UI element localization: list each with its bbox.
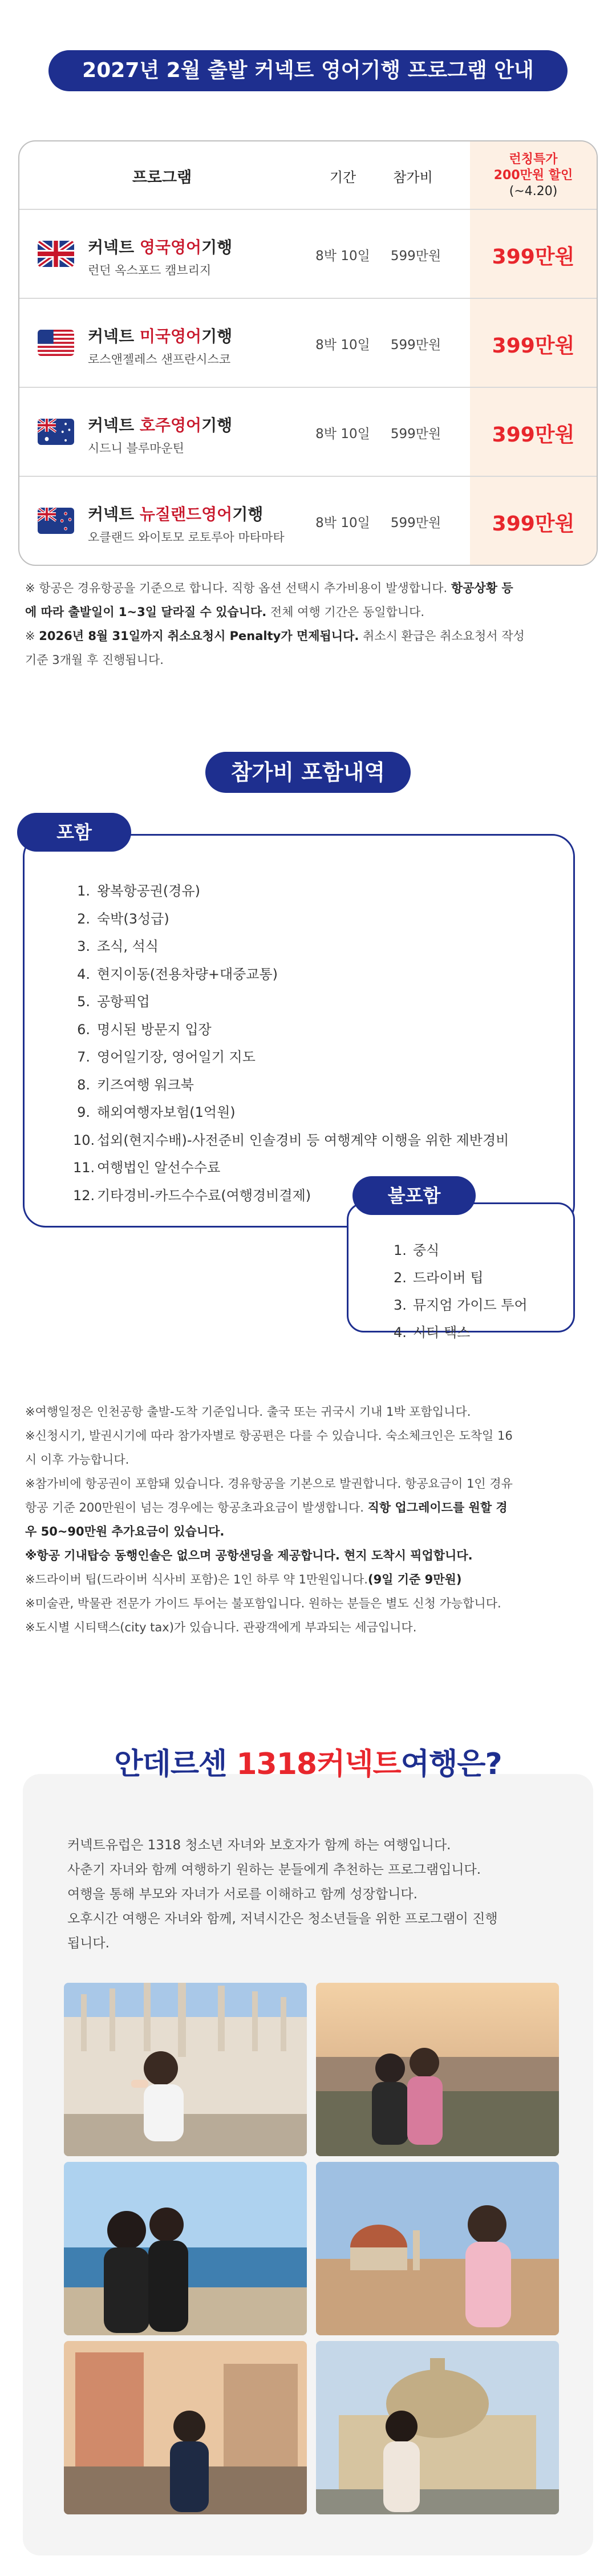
include-section-title: 참가비 포함내역 <box>205 752 411 793</box>
list-item: 5. 공항픽업 <box>77 994 150 1010</box>
promo-label: 런칭특가 <box>509 152 558 167</box>
program-fee: 599만원 <box>390 516 441 530</box>
program-cities: 오클랜드 와이토모 로토루아 마타마타 <box>88 530 285 544</box>
exclude-tag: 불포함 <box>352 1176 476 1215</box>
intro-text: 커넥트유럽은 1318 청소년 자녀와 보호자가 함께 하는 여행입니다. 사춘기 자녀와 함께 여행하기 원하는 분들에게 추천하는 프로그램입니다. 여행을 통해 부모와 자녀가 서로를 이해하고 함께 성장합니다. 오후시간 여행은 자녀와 함께, 저녁시간은 청소년들을 위한 프로그램이 진행 됩니다. <box>67 1838 498 1951</box>
program-period: 8박 10일 <box>315 516 370 530</box>
list-item: 2. 숙박(3성급) <box>77 910 169 927</box>
promo-discount: 200만원 할인 <box>493 168 573 183</box>
program-promo-price: 399만원 <box>492 512 575 536</box>
note-line: 항공 기준 200만원이 넘는 경우에는 항공초과요금이 발생합니다. 직항 업그레이드를 원할 경 <box>25 1501 508 1514</box>
list-item: 3. 뮤지엄 가이드 투어 <box>394 1297 528 1313</box>
table-row <box>19 210 597 299</box>
table-row <box>19 477 597 566</box>
list-item: 1. 중식 <box>394 1242 440 1258</box>
list-item: 1. 왕복항공권(경유) <box>77 883 201 899</box>
table-notes <box>25 576 595 672</box>
exclude-list <box>394 1237 528 1346</box>
program-table <box>18 140 598 566</box>
program-name: 커넥트 뉴질랜드영어기행 <box>88 505 264 524</box>
header-program: 프로그램 <box>132 168 192 187</box>
us-flag-icon <box>38 330 74 356</box>
list-item: 3. 조식, 석식 <box>77 938 159 954</box>
list-item: 6. 명시된 방문지 입장 <box>77 1021 212 1038</box>
table-row <box>19 388 597 477</box>
program-cities: 시드니 블루마운틴 <box>88 442 184 455</box>
photo-seaside <box>64 2162 307 2335</box>
note-line: ※ 항공은 경유항공을 기준으로 합니다. 직항 옵션 선택시 추가비용이 발생합니다. 항공상황 등 <box>25 581 513 595</box>
note-line: ※여행일정은 인천공항 출발-도착 기준입니다. 출국 또는 귀국시 기내 1박 포함입니다. <box>25 1405 471 1419</box>
include-tag: 포함 <box>17 813 131 852</box>
program-period: 8박 10일 <box>315 427 370 442</box>
table-header <box>19 141 597 210</box>
program-period: 8박 10일 <box>315 249 370 264</box>
au-flag-icon <box>38 419 74 445</box>
section3-title: 안데르센 1318커넥트여행은? <box>114 1747 502 1781</box>
list-item: 11. 여행법인 알선수수료 <box>73 1160 221 1176</box>
program-promo-price: 399만원 <box>492 423 575 447</box>
note-line: ※신청시기, 발권시기에 따라 참가자별로 항공편은 다를 수 있습니다. 숙소체크인은 도착일 16 <box>25 1429 513 1443</box>
photo-radcliffe-camera <box>316 2341 559 2514</box>
program-promo-price: 399만원 <box>492 334 575 358</box>
photo-street <box>64 2341 307 2514</box>
list-item: 9. 해외여행자보험(1억원) <box>77 1104 236 1120</box>
list-item: 12. 기타경비-카드수수료(여행경비결제) <box>73 1187 311 1204</box>
header-promo <box>470 141 597 210</box>
note-line: 시 이후 가능합니다. <box>25 1453 129 1467</box>
program-promo-price: 399만원 <box>492 245 575 269</box>
list-item: 7. 영어일기장, 영어일기 지도 <box>77 1049 256 1065</box>
note-line: 우 50~90만원 추가요금이 있습니다. <box>25 1525 225 1538</box>
promo-deadline: (~4.20) <box>509 184 558 199</box>
program-fee: 599만원 <box>390 249 441 264</box>
note-line: ※ 2026년 8월 31일까지 취소요청시 Penalty가 면제됩니다. 취소시 환급은 취소요청서 작성 <box>25 629 525 643</box>
program-name: 커넥트 미국영어기행 <box>88 327 233 346</box>
nz-flag-icon <box>38 508 74 534</box>
program-name: 커넥트 호주영어기행 <box>88 416 233 435</box>
list-item: 2. 드라이버 팁 <box>394 1270 484 1286</box>
note-line: 에 따라 출발일이 1~3일 달라질 수 있습니다. 전체 여행 기간은 동일합니다. <box>25 605 425 619</box>
note-line: ※미술관, 박물관 전문가 가이드 투어는 불포함입니다. 원하는 분들은 별도 신청 가능합니다. <box>25 1597 501 1610</box>
header-fee: 참가비 <box>393 169 433 185</box>
program-name: 커넥트 영국영어기행 <box>88 238 233 257</box>
photo-milan-cathedral <box>64 1983 307 2156</box>
include-list <box>73 877 509 1209</box>
program-cities: 런던 옥스포드 캠브리지 <box>88 264 212 277</box>
note-line: ※드라이버 팁(드라이버 식사비 포함)은 1인 하루 약 1만원입니다.(9일 기준 9만원) <box>25 1573 462 1586</box>
program-cities: 로스앤젤레스 샌프란시스코 <box>88 353 231 366</box>
list-item: 8. 키즈여행 워크북 <box>77 1076 194 1093</box>
program-period: 8박 10일 <box>315 338 370 353</box>
header-period: 기간 <box>329 169 356 185</box>
program-fee: 599만원 <box>390 338 441 353</box>
note-line: 기준 3개월 후 진행됩니다. <box>25 653 164 667</box>
note-line: ※도시별 시티택스(city tax)가 있습니다. 관광객에게 부과되는 세금입니다. <box>25 1621 417 1634</box>
photo-sunset-view <box>316 1983 559 2156</box>
table-row <box>19 299 597 388</box>
note-line: ※참가비에 항공권이 포함돼 있습니다. 경유항공을 기본으로 발권합니다. 항공요금이 1인 경유 <box>25 1477 513 1490</box>
list-item: 10. 섭외(현지수배)-사전준비 인솔경비 등 여행계약 이행을 위한 제반경비 <box>73 1132 509 1148</box>
program-fee: 599만원 <box>390 427 441 442</box>
list-item: 4. 시티 택스 <box>394 1325 471 1340</box>
photo-florence-duomo <box>316 2162 559 2335</box>
page-title: 2027년 2월 출발 커넥트 영어기행 프로그램 안내 <box>48 50 568 91</box>
list-item: 4. 현지이동(전용차량+대중교통) <box>77 966 278 982</box>
note-line: ※항공 기내탑승 동행인솔은 없으며 공항샌딩을 제공합니다. 현지 도착시 픽업합니다. <box>25 1549 473 1562</box>
uk-flag-icon <box>38 241 74 267</box>
travel-notes <box>25 1400 595 1639</box>
